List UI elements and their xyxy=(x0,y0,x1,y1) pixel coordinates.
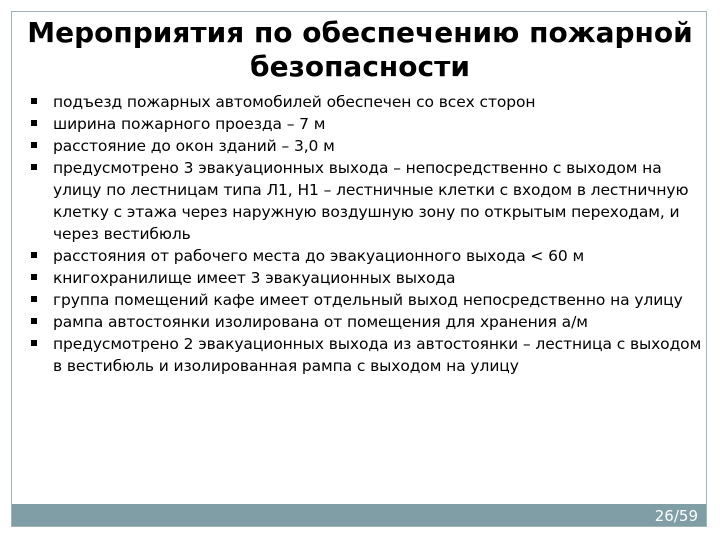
square-bullet-icon xyxy=(31,98,37,104)
page-number: 26/59 xyxy=(654,507,698,525)
bullet-item xyxy=(31,289,703,311)
bullet-text: предусмотрено 2 эвакуационных выхода из автостоянки – лестница с выходом в вестибюль и изолированная рампа с выходом на улицу xyxy=(53,335,702,375)
bullet-list xyxy=(31,91,703,377)
bullet-item xyxy=(31,267,703,289)
bullet-text: ширина пожарного проезда – 7 м xyxy=(53,115,326,133)
square-bullet-icon xyxy=(31,120,37,126)
bullet-text: расстояние до окон зданий – 3,0 м xyxy=(53,137,335,155)
square-bullet-icon xyxy=(31,296,37,302)
bullet-text: расстояния от рабочего места до эвакуационного выхода < 60 м xyxy=(53,247,585,265)
bullet-text: рампа автостоянки изолирована от помещения для хранения а/м xyxy=(53,313,588,331)
slide-title: Мероприятия по обеспечению пожарной безопасности xyxy=(27,16,693,83)
square-bullet-icon xyxy=(31,142,37,148)
bullet-item xyxy=(31,311,703,333)
footer-bar xyxy=(12,504,706,526)
bullet-item xyxy=(31,333,703,377)
square-bullet-icon xyxy=(31,252,37,258)
bullet-item xyxy=(31,135,703,157)
bullet-item xyxy=(31,113,703,135)
bullet-text: книгохранилище имеет 3 эвакуационных выхода xyxy=(53,269,456,287)
square-bullet-icon xyxy=(31,164,37,170)
bullet-item xyxy=(31,245,703,267)
bullet-text: подъезд пожарных автомобилей обеспечен со всех сторон xyxy=(53,93,536,111)
bullet-item xyxy=(31,157,703,245)
bullet-text: предусмотрено 3 эвакуационных выхода – непосредственно с выходом на улицу по лестницам типа Л1, Н1 – лестничные клетки с входом в лестничную клетку с этажа через наружную воздушную зону по открытым переходам, и через вестибюль xyxy=(53,159,689,243)
bullet-item xyxy=(31,91,703,113)
square-bullet-icon xyxy=(31,274,37,280)
square-bullet-icon xyxy=(31,340,37,346)
bullet-text: группа помещений кафе имеет отдельный выход непосредственно на улицу xyxy=(53,291,683,309)
square-bullet-icon xyxy=(31,318,37,324)
